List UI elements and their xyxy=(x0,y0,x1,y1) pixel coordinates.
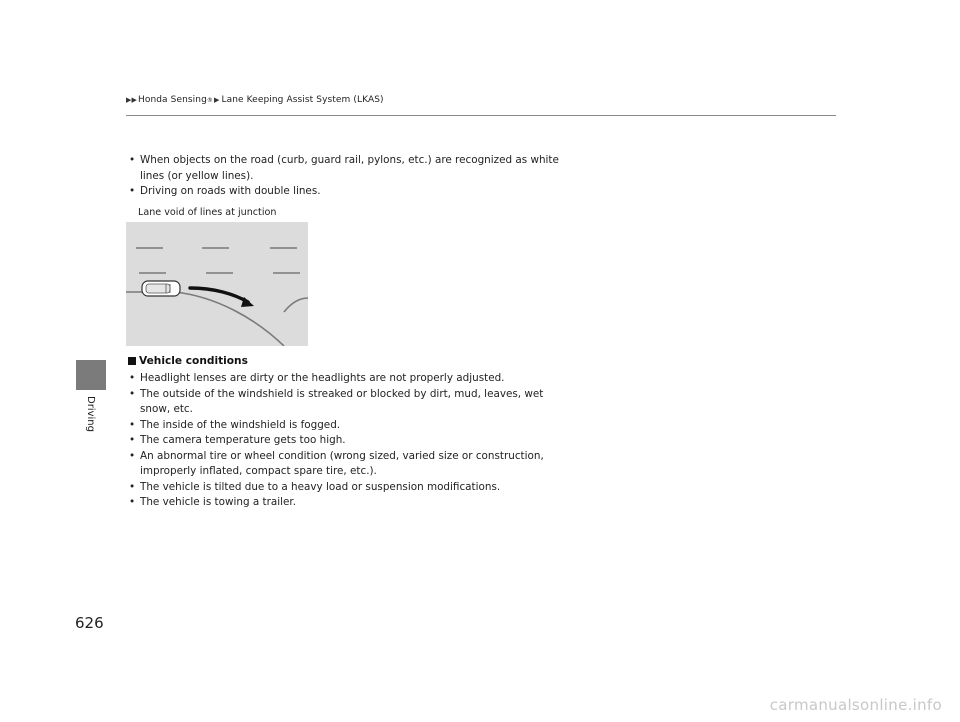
list-item-text: • The outside of the windshield is streaked or blocked by dirt, mud, leaves, wet xyxy=(140,387,544,400)
chapter-label: Driving xyxy=(85,396,96,432)
list-item-text: lines (or yellow lines). xyxy=(140,169,254,182)
list-item xyxy=(128,371,598,387)
list-item-text: • Headlight lenses are dirty or the headlights are not properly adjusted. xyxy=(140,372,505,384)
list-item xyxy=(128,449,598,480)
list-item-text: snow, etc. xyxy=(140,403,193,415)
breadcrumb xyxy=(126,95,384,105)
list-item xyxy=(128,184,598,200)
road-surface xyxy=(126,204,308,346)
registered-mark: ® xyxy=(206,96,214,104)
list-item xyxy=(128,387,598,418)
list-item xyxy=(128,480,598,496)
list-item xyxy=(128,418,598,434)
watermark: carmanualsonline.info xyxy=(769,696,942,714)
breadcrumb-item-honda-sensing[interactable]: Honda Sensing xyxy=(137,95,207,105)
list-item-text: • The vehicle is tilted due to a heavy load or suspension modifications. xyxy=(140,480,501,493)
list-item-text: • Driving on roads with double lines. xyxy=(140,185,321,197)
chapter-tab xyxy=(76,360,106,390)
junction-illustration xyxy=(126,204,308,346)
list-item-text: • The camera temperature gets too high. xyxy=(140,434,346,446)
double-arrow-icon: ▶▶ xyxy=(126,96,137,104)
list-item-text: • The vehicle is towing a trailer. xyxy=(140,496,297,508)
list-item-text: • When objects on the road (curb, guard rail, pylons, etc.) are recognized as white xyxy=(140,154,559,166)
list-item xyxy=(128,495,598,511)
list-item xyxy=(128,433,598,449)
section-heading-text: Vehicle conditions xyxy=(139,355,248,367)
vehicle-conditions-list xyxy=(128,371,598,511)
list-item-text: • The inside of the windshield is fogged. xyxy=(140,418,341,431)
road-conditions-list xyxy=(128,153,598,200)
square-bullet-icon xyxy=(128,357,136,365)
list-item xyxy=(128,153,598,184)
arrow-icon: ▶ xyxy=(214,96,220,104)
header-divider xyxy=(126,115,836,116)
page-number: 626 xyxy=(75,614,104,632)
section-heading xyxy=(128,355,248,367)
vehicle-icon xyxy=(142,281,180,296)
list-item-text: • An abnormal tire or wheel condition (wrong sized, varied size or construction, xyxy=(140,449,544,462)
list-item-text: improperly inflated, compact spare tire, etc.). xyxy=(140,465,377,477)
figure-caption: Lane void of lines at junction xyxy=(138,207,277,218)
breadcrumb-item-lkas[interactable]: Lane Keeping Assist System (LKAS) xyxy=(221,95,384,105)
